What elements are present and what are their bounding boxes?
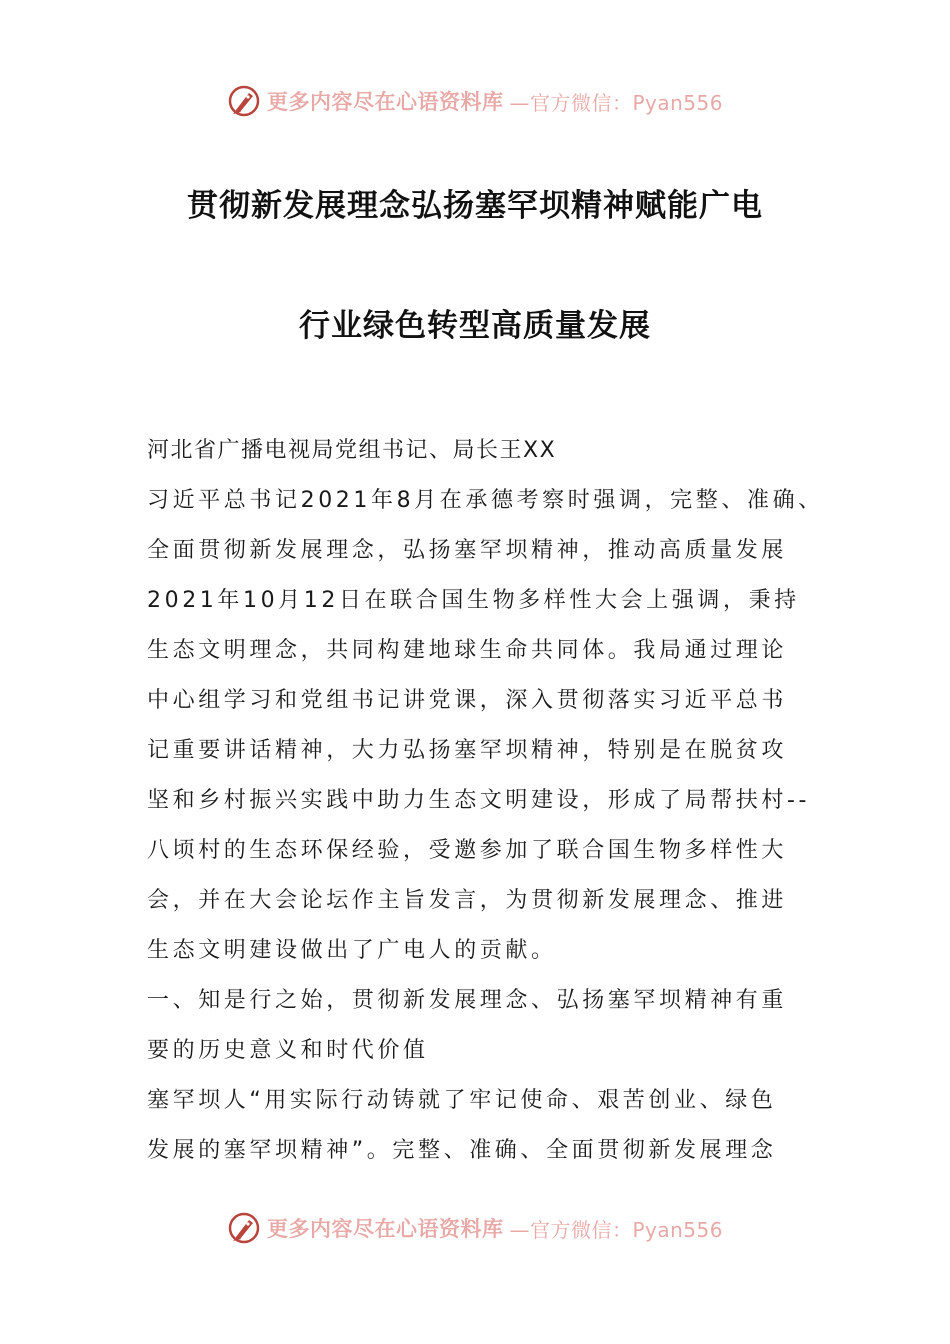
author-line: 河北省广播电视局党组书记、局长王XX <box>147 438 557 463</box>
body-line: 生态文明理念，共同构建地球生命共同体。我局通过理论 <box>147 638 788 663</box>
body-line: 生态文明建设做出了广电人的贡献。 <box>147 938 557 963</box>
body-line: 全面贯彻新发展理念，弘扬塞罕坝精神，推动高质量发展 <box>147 538 788 563</box>
watermark-brand: 更多内容尽在心语资料库 <box>266 89 504 114</box>
body-line: 2021年10月12日在联合国生物多样性大会上强调，秉持 <box>147 588 800 613</box>
body-line: 八顷村的生态环保经验，受邀参加了联合国生物多样性大 <box>147 838 788 863</box>
section-heading-line: 一、知是行之始，贯彻新发展理念、弘扬塞罕坝精神有重 <box>147 988 788 1013</box>
pen-nib-circle-icon <box>227 84 261 118</box>
watermark-contact: —官方微信：Pyan556 <box>509 90 723 115</box>
document-body <box>147 426 827 1176</box>
body-line: 发展的塞罕坝精神”。完整、准确、全面贯彻新发展理念 <box>147 1138 777 1163</box>
body-line: 塞罕坝人“用实际行动铸就了牢记使命、艰苦创业、绿色 <box>147 1088 777 1113</box>
body-line: 记重要讲话精神，大力弘扬塞罕坝精神，特别是在脱贫攻 <box>147 738 788 763</box>
watermark-header <box>0 84 950 118</box>
document-title-line-1: 贯彻新发展理念弘扬塞罕坝精神赋能广电 <box>187 188 763 224</box>
section-heading-line: 要的历史意义和时代价值 <box>147 1038 429 1063</box>
body-line: 中心组学习和党组书记讲党课，深入贯彻落实习近平总书 <box>147 688 788 713</box>
document-title-line-2: 行业绿色转型高质量发展 <box>299 308 651 344</box>
body-line: 习近平总书记2021年8月在承德考察时强调，完整、准确、 <box>147 488 824 513</box>
watermark-contact: —官方微信：Pyan556 <box>509 1217 723 1242</box>
pen-nib-circle-icon <box>227 1211 261 1245</box>
body-line: 会，并在大会论坛作主旨发言，为贯彻新发展理念、推进 <box>147 888 788 913</box>
body-line: 坚和乡村振兴实践中助力生态文明建设，形成了局帮扶村-- <box>147 788 811 813</box>
watermark-footer <box>0 1211 950 1245</box>
watermark-brand: 更多内容尽在心语资料库 <box>266 1216 504 1241</box>
